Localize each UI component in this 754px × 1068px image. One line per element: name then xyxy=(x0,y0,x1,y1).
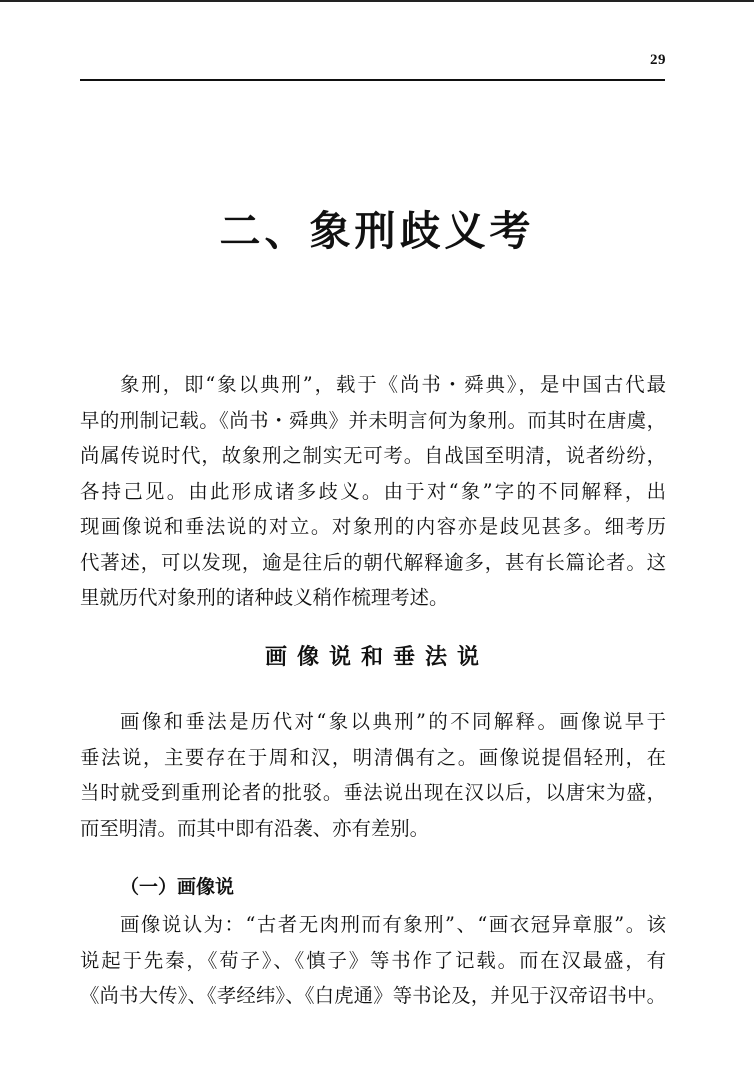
text-line: 画像说认为：“古者无肉刑而有象刑”、“画衣冠异章服”。该 xyxy=(120,913,666,936)
text-line: 《尚书大传》、《孝经纬》、《白虎通》等书论及，并见于汉帝诏书中。 xyxy=(80,984,666,1007)
header-rule xyxy=(80,79,665,81)
text-line: 说起于先秦，《荀子》、《慎子》等书作了记载。而在汉最盛，有 xyxy=(80,948,666,972)
text-line: 里就历代对象刑的诸种歧义稍作梳理考述。 xyxy=(80,586,449,609)
text-line: 现画像说和垂法说的对立。对象刑的内容亦是歧见甚多。细考历 xyxy=(80,515,666,538)
subsection-heading: （一）画像说 xyxy=(120,876,235,898)
section-paragraph xyxy=(80,704,666,846)
page-top-edge xyxy=(0,0,754,2)
text-line: 画像和垂法是历代对“象以典刑”的不同解释。画像说早于 xyxy=(120,710,666,733)
text-line: 而至明清。而其中即有沿袭、亦有差别。 xyxy=(80,816,430,840)
chapter-title: 二、象刑歧义考 xyxy=(219,207,535,255)
text-line: 尚属传说时代，故象刑之制实无可考。自战国至明清，说者纷纷， xyxy=(80,444,666,467)
page-number: 29 xyxy=(650,52,666,68)
text-line: 垂法说，主要存在于周和汉，明清偶有之。画像说提倡轻刑，在 xyxy=(80,745,666,769)
text-line: 代著述，可以发现，逾是往后的朝代解释逾多，甚有长篇论者。这 xyxy=(80,550,666,574)
text-line: 各持己见。由此形成诸多歧义。由于对“象”字的不同解释，出 xyxy=(80,479,666,503)
section-heading: 画像说和垂法说 xyxy=(264,644,489,670)
subsection-paragraph xyxy=(80,907,666,1014)
text-line: 当时就受到重刑论者的批驳。垂法说出现在汉以后，以唐宋为盛， xyxy=(80,781,666,804)
intro-paragraph xyxy=(80,367,666,616)
text-line: 象刑，即“象以典刑”，载于《尚书・舜典》，是中国古代最 xyxy=(120,373,666,396)
text-line: 早的刑制记载。《尚书・舜典》并未明言何为象刑。而其时在唐虞， xyxy=(80,408,666,432)
